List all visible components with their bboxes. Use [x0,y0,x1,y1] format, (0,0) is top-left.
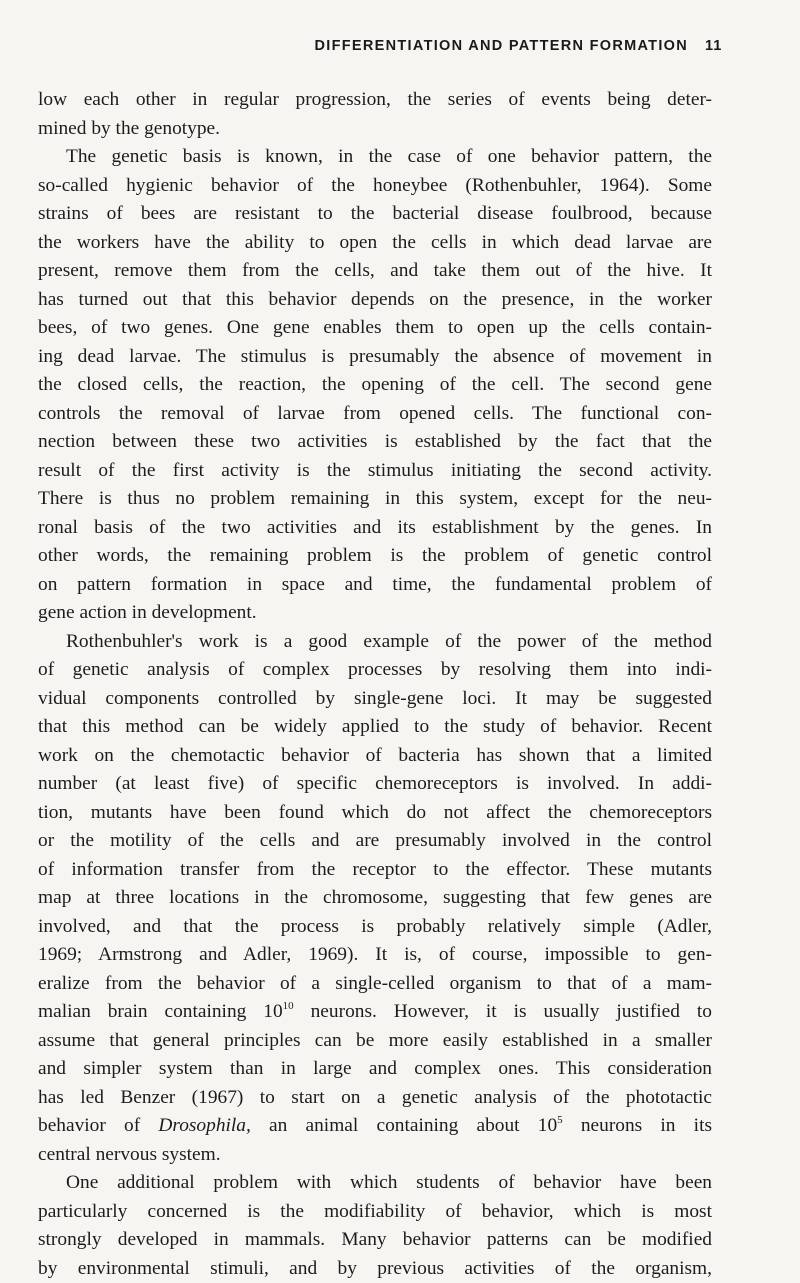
page-number: 11 [705,38,722,54]
text-line: number (at least five) of specific chemoreceptors is involved. In addi- [38,770,712,799]
text-line: has led Benzer (1967) to start on a genetic analysis of the phototactic [38,1084,712,1113]
text-line: low each other in regular progression, the series of events being deter- [38,86,712,115]
text-line: and simpler system than in large and complex ones. This consideration [38,1055,712,1084]
text-line: result of the first activity is the stimulus initiating the second activity. [38,457,712,486]
text-line: on pattern formation in space and time, the fundamental problem of [38,571,712,600]
text-line: of information transfer from the receptor to the effector. These mutants [38,856,712,885]
text-line: central nervous system. [38,1141,712,1170]
species-name: Drosophila, [158,1115,250,1136]
text-line: One additional problem with which students of behavior have been [38,1169,712,1198]
text-line: involved, and that the process is probably relatively simple (Adler, [38,913,712,942]
text-line: mined by the genotype. [38,115,712,144]
text-line: the closed cells, the reaction, the opening of the cell. The second gene [38,371,712,400]
page-header [0,38,800,62]
text-line: malian brain containing $10^{10}$ neurons. However, it is usually justified to [38,998,712,1027]
superscript: 10 [283,1000,294,1012]
text-line: 1969; Armstrong and Adler, 1969). It is, of course, impossible to gen- [38,941,712,970]
text-line: strongly developed in mammals. Many behavior patterns can be modified [38,1226,712,1255]
text-line: or the motility of the cells and are presumably involved in the control [38,827,712,856]
text-line: by environmental stimuli, and by previous activities of the organism, [38,1255,712,1283]
text-line: bees, of two genes. One gene enables them to open up the cells contain- [38,314,712,343]
text-line: The genetic basis is known, in the case of one behavior pattern, the [38,143,712,172]
text-line: tion, mutants have been found which do not affect the chemoreceptors [38,799,712,828]
text-line: of genetic analysis of complex processes by resolving them into indi- [38,656,712,685]
body-text [38,86,712,1283]
superscript: 5 [557,1114,563,1126]
text-line: the workers have the ability to open the cells in which dead larvae are [38,229,712,258]
text-line: ing dead larvae. The stimulus is presumably the absence of movement in [38,343,712,372]
text-line: controls the removal of larvae from opened cells. The functional con- [38,400,712,429]
running-head: DIFFERENTIATION AND PATTERN FORMATION [314,38,688,54]
text-line: There is thus no problem remaining in this system, except for the neu- [38,485,712,514]
text-line: that this method can be widely applied to the study of behavior. Recent [38,713,712,742]
text-line: ronal basis of the two activities and its establishment by the genes. In [38,514,712,543]
text-line: map at three locations in the chromosome, suggesting that few genes are [38,884,712,913]
text-line: has turned out that this behavior depends on the presence, in the worker [38,286,712,315]
text-line: particularly concerned is the modifiability of behavior, which is most [38,1198,712,1227]
text-line: behavior of Drosophila, an animal containing about $10^5$ neurons in its [38,1112,712,1141]
text-line: gene action in development. [38,599,712,628]
text-line: so-called hygienic behavior of the honeybee (Rothenbuhler, 1964). Some [38,172,712,201]
text-line: nection between these two activities is established by the fact that the [38,428,712,457]
text-line: vidual components controlled by single-gene loci. It may be suggested [38,685,712,714]
text-line: eralize from the behavior of a single-celled organism to that of a mam- [38,970,712,999]
text-line: assume that general principles can be more easily established in a smaller [38,1027,712,1056]
text-line: strains of bees are resistant to the bacterial disease foulbrood, because [38,200,712,229]
text-line: other words, the remaining problem is the problem of genetic control [38,542,712,571]
text-line: present, remove them from the cells, and take them out of the hive. It [38,257,712,286]
text-line: Rothenbuhler's work is a good example of the power of the method [38,628,712,657]
text-line: work on the chemotactic behavior of bacteria has shown that a limited [38,742,712,771]
